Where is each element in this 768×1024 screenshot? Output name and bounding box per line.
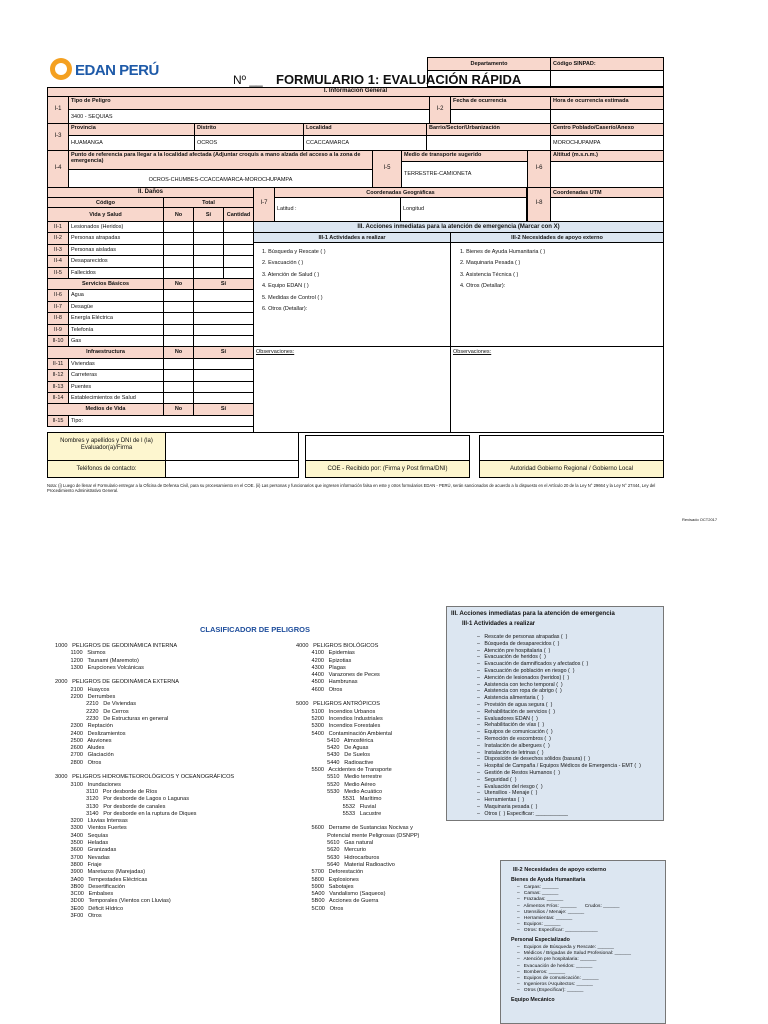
sinpad-label: Código SINPAD: [550, 57, 664, 71]
personal-heading: Personal Especializado [511, 937, 570, 943]
form-number: Nº __ [233, 73, 263, 87]
row-code: II-11 [47, 358, 69, 370]
row-code: II-12 [47, 369, 69, 381]
section-1-title: I. Informacion General [47, 87, 664, 97]
row-code: II-1 [47, 221, 69, 233]
code-i6: I-6 [527, 150, 551, 188]
section-3-title: III. Acciones inmediatas para la atención de emergencia (Marcar con X) [253, 221, 664, 233]
code-i7: I-7 [253, 187, 275, 222]
autoridad-sign-field[interactable] [479, 435, 664, 461]
code-i4: I-4 [47, 150, 69, 188]
punto-label: Punto de referencia para llegar a la localidad afectada (Adjuntar croquis a mano alzada del acceso a la zona de emergencia) [68, 150, 373, 170]
codigo-header: Código [47, 197, 164, 208]
telefonos-label: Teléfonos de contacto: [47, 460, 166, 478]
row-code: II-15 [47, 415, 69, 427]
code-i1: I-1 [47, 96, 69, 124]
actividad-item[interactable]: 2. Evacuación ( ) [262, 260, 304, 267]
autoridad-label: Autoridad Gobierno Regional / Gobierno Local [479, 460, 664, 478]
row-code: II-9 [47, 324, 69, 336]
servicios-header: Servicios Básicos [47, 278, 164, 290]
no-header: No [163, 278, 194, 290]
actividad-item[interactable]: 1. Búsqueda y Rescate ( ) [262, 249, 326, 255]
row-label: Energía Eléctrica [68, 312, 164, 324]
evaluador-label: Nombres y apellidos y DNI de l (la) Evaluador(a)/Firma [47, 432, 166, 461]
necesidades-box-2 [500, 860, 666, 1024]
edan-logo-icon [50, 58, 72, 80]
row-code: II-6 [47, 289, 69, 301]
code-i8: I-8 [527, 187, 551, 222]
medio-field[interactable]: TERRESTRE-CAMIONETA [401, 161, 528, 188]
row-label: Lesionados (Heridos) [68, 221, 164, 233]
si-header: Sí [193, 346, 254, 358]
sinpad-field[interactable] [550, 70, 664, 87]
section-2-title: II. Daños [47, 187, 254, 198]
necesidad-item[interactable]: 3. Asistencia Técnica ( ) [460, 271, 519, 278]
total-header: Total [163, 197, 254, 208]
localidad-label: Localidad [303, 123, 427, 136]
centro-label: Centro Poblado/Caserío/Anexo [550, 123, 664, 136]
vida-header: Vida y Salud [47, 207, 164, 222]
punto-field[interactable]: OCROS-CHUMBES-CCACCAMARCA-MOROCHUPAMPA [68, 169, 373, 188]
hora-label: Hora de ocurrencia estimada [550, 96, 664, 110]
row-code: II-14 [47, 392, 69, 404]
row-code: II-2 [47, 232, 69, 244]
no-header: No [163, 207, 194, 222]
longitud-field[interactable]: Longitud [400, 197, 527, 222]
no-header: No [163, 346, 194, 358]
necesidad-item[interactable]: 1. Bienes de Ayuda Humanitaria ( ) [460, 249, 546, 255]
centro-field[interactable]: MOROCHUPAMPA [550, 135, 664, 151]
row-code: II-5 [47, 267, 69, 279]
necesidades-box-title: III-2 Necesidades de apoyo externo [513, 867, 607, 873]
coord-utm-field[interactable] [550, 197, 664, 222]
equipo-heading: Equipo Mecánico [511, 997, 555, 1003]
row-code: II-3 [47, 244, 69, 256]
coe-sign-field[interactable] [305, 435, 470, 461]
si-header: Sí [193, 278, 254, 290]
departamento-field[interactable] [427, 70, 551, 87]
localidad-field[interactable]: CCACCAMARCA [303, 135, 427, 151]
necesidad-item[interactable]: 4. Otros (Detallar): [460, 283, 506, 290]
departamento-label: Departamento [427, 57, 551, 71]
acciones-box-sub: III-1 Actividades a realizar [462, 621, 536, 627]
fecha-field[interactable] [450, 109, 551, 124]
row-code: II-10 [47, 335, 69, 347]
row-code: II-7 [47, 301, 69, 313]
code-i5: I-5 [372, 150, 402, 188]
actividades-list [262, 247, 326, 315]
barrio-field[interactable] [426, 135, 551, 151]
revisado-text: Revisado OCT2017 [682, 517, 718, 522]
personal-items: – Equipos de Búsqueda y Rescate: ______ – Médicos / Brigadas de Salud Profesional: ______ – Atención pre hospitalaria: ______ – Evacuación de heridos: ______ – Bomberos: ______ – Equipos de comunicación: ______ – Ingenieros /Arquitectos: ______ – Otros (Especificar): ______ [517, 945, 631, 994]
latitud-field[interactable]: Latitud : [274, 197, 401, 222]
coord-utm-label: Coordenadas UTM [550, 187, 664, 198]
row-code: II-8 [47, 312, 69, 324]
evaluador-field[interactable] [165, 432, 299, 461]
row-label: Puentes [68, 381, 164, 393]
row-label: Establecimientos de Salud [68, 392, 164, 404]
actividad-item[interactable]: 6. Otros (Detallar): [262, 306, 308, 313]
si-header: Sí [193, 403, 254, 415]
necesidades-header: III-2 Necesidades de apoyo externo [450, 232, 664, 243]
row-label: Personas atrapadas [68, 232, 164, 244]
clasificador-col1: 1000 PELIGROS DE GEODINÁMICA INTERNA 1100 Sismos 1200 Tsunami (Maremoto) 1300 Erupciones Volcánicas 2000 PELIGROS DE GEODINÁMICA EXTERNA 2100 Huaycos 2200 Derrumbes 2210 De Viviendas 2220 De Cerros 2230 De Estructuras en general 2300 Reptación 2400 Deslizamientos 2500 Aluviones 2600 Aludes 2700 Glaciación 2800 Otros 3000 PELIGROS HIDROMETEOROLÓGICOS Y OCEANOGRÁFICOS 3100 Inundaciones 3110 Por desborde de Ríos 3120 Por desborde de Lagos o Lagunas 3130 Por desborde de canales 3140 Por desborde en la ruptura de Diques 3200 Lluvias Intensas 3300 Vientos Fuertes 3400 Sequías 3500 Heladas 3600 Granizadas 3700 Nevadas 3800 Friaje 3900 Maretazos (Marejadas) 3A00 Tempestades Eléctricas 3B00 Desertificación 3C00 Embalses 3D00 Temporales (Vientos con Lluvias) 3E00 Déficit Hídrico 3F00 Otros [55, 643, 235, 919]
tipo-peligro-field[interactable]: 3400 - SEQUIAS [68, 109, 430, 124]
row-label: Telefonía [68, 324, 164, 336]
provincia-field[interactable]: HUAMANGA [68, 135, 195, 151]
fecha-label: Fecha de ocurrencia [450, 96, 551, 110]
medio-label: Medio de transporte sugerido [401, 150, 528, 162]
code-i3: I-3 [47, 123, 69, 151]
distrito-label: Distrito [194, 123, 304, 136]
row-label: Agua [68, 289, 164, 301]
observaciones-1[interactable]: Observaciones: [253, 346, 451, 433]
row-label: Carreteras [68, 369, 164, 381]
distrito-field[interactable]: OCROS [194, 135, 304, 151]
telefonos-field[interactable] [165, 460, 299, 478]
actividad-item[interactable]: 4. Equipo EDAN ( ) [262, 283, 309, 290]
observaciones-2[interactable]: Observaciones: [450, 346, 664, 433]
row-label: Viviendas [68, 358, 164, 370]
row-label: Fallecidos [68, 267, 164, 279]
hora-field[interactable] [550, 109, 664, 124]
clasificador-title: CLASIFICADOR DE PELIGROS [200, 625, 311, 634]
no-header: No [163, 403, 194, 415]
row-code: II-13 [47, 381, 69, 393]
tipo-field[interactable]: Tipo: [68, 415, 254, 427]
page-title: FORMULARIO 1: EVALUACIÓN RÁPIDA [276, 72, 522, 87]
tipo-peligro-label: Tipo de Peligro [68, 96, 430, 110]
row-label: Desagüe [68, 301, 164, 313]
logo-text: EDAN PERÚ [75, 62, 159, 79]
row-label: Desaparecidos [68, 255, 164, 267]
coe-label: COE - Recibido por: (Firma y Post firma/DNI) [305, 460, 470, 478]
bienes-items: – Carpas: ______ – Camas: ______ – Frazadas: ______ – Alimentos Fríos: ______ Crudos: ______ – Utensilios / Menaje: ______ – Herramientas: ______ – Equipos: ______ – Otros: Especificar: ____________ [517, 885, 620, 934]
medios-header: Medios de Vida [47, 403, 164, 415]
barrio-label: Barrio/Sector/Urbanización [426, 123, 551, 136]
code-i2: I-2 [429, 96, 451, 124]
si-header: Sí [193, 207, 224, 222]
cantidad-header: Cantidad [223, 207, 254, 222]
clasificador-col2: 4000 PELIGROS BIOLÓGICOS 4100 Epidemias 4200 Epizotias 4300 Plagas 4400 Varazones de Peces 4500 Hambrunas 4600 Otros 5000 PELIGROS ANTRÓPICOS 5100 Incendios Urbanos 5200 Incendios Industriales 5300 Incendios Forestales 5400 Contaminación Ambiental 5410 Atmosférica 5420 De Aguas 5430 De Suelos 5440 Radioactive 5500 Accidentes de Transporte 5510 Medio terrestre 5520 Medio Aéreo 5530 Medio Acuático 5531 Marítimo 5532 Fluvial 5533 Lacustre 5600 Derrame de Sustancias Nocivas y Potencial mente Peligrosas (DSNPP) 5610 Gas natural 5620 Mercurio 5630 Hidrocarburos 5640 Material Radioactivo 5700 Deforestación 5800 Explosiones 5900 Sabotajes 5A00 Vandalismo (Saqueos) 5B00 Acciones de Guerra 5C00 Otros [296, 643, 420, 912]
infra-header: Infraestructura [47, 346, 164, 358]
actividades-header: III-1 Actividades a realizar [253, 232, 451, 243]
coord-geo-label: Coordenadas Geográficas [274, 187, 527, 198]
acciones-box-title: III. Acciones inmediatas para la atención de emergencia [451, 610, 615, 617]
actividad-item[interactable]: 3. Atención de Salud ( ) [262, 271, 320, 278]
necesidades-list [460, 247, 545, 293]
provincia-label: Provincia [68, 123, 195, 136]
acciones-box [446, 606, 664, 821]
altitud-label: Altitud (m.s.n.m.) [550, 150, 664, 162]
necesidad-item[interactable]: 2. Maquinaria Pesada ( ) [460, 260, 521, 267]
altitud-field[interactable] [550, 161, 664, 188]
acciones-box-items: – Rescate de personas atrapadas ( ) – Búsqueda de desaparecidos ( ) – Atención pre hospitalaria ( ) – Evacuación de heridos ( ) – Evacuación de damnificados y afectados ( ) – Evacuación de población en riesgo ( ) – Atención de lesionados (heridos) ( ) – Asistencia con techo temporal ( ) – Asistencia con ropa de abrigo ( ) – Asistencia alimentaria ( ) – Provisión de agua segura ( ) – Rehabilitación de servicios ( ) – Evaluadores EDAN ( ) – Rehabilitación de vías ( ) – Equipos de comunicación ( ) – Remoción de escombros ( ) – Instalación de albergues ( ) – Instalación de letrinas ( ) – Disposición de desechos sólidos (basura) ( ) – Hospital de Campaña / Equipos Médicos de Emergencia - EMT ( ) – Gestión de Restos Humanos ( ) – Seguridad ( ) – Evaluación del riesgo ( ) – Utensilios - Menaje ( ) – Herramientas ( ) – Maquinaria pesada ( ) – Otros ( ) Especificar: ___________ [477, 634, 641, 817]
actividad-item[interactable]: 5. Medidas de Control ( ) [262, 294, 323, 301]
note-text: Nota: (i) Luego de llenar el Formulario entregar a la Oficina de Defensa Civil, para su procesamiento en el COE. (ii) Las personas y funcionarios que ingresen información falsa en este y otros formularios EDAN - PERÚ, serán sancionados de acuerdo a lo dispuesto en el Artículo 20 de la Ley N° 29664 y la Ley N° 27444, Ley del Procedimiento Administrativo General. [47, 483, 656, 494]
row-label: Personas aisladas [68, 244, 164, 256]
bienes-heading: Bienes de Ayuda Humanitaria [511, 877, 586, 883]
row-label: Gas [68, 335, 164, 347]
row-code: II-4 [47, 255, 69, 267]
